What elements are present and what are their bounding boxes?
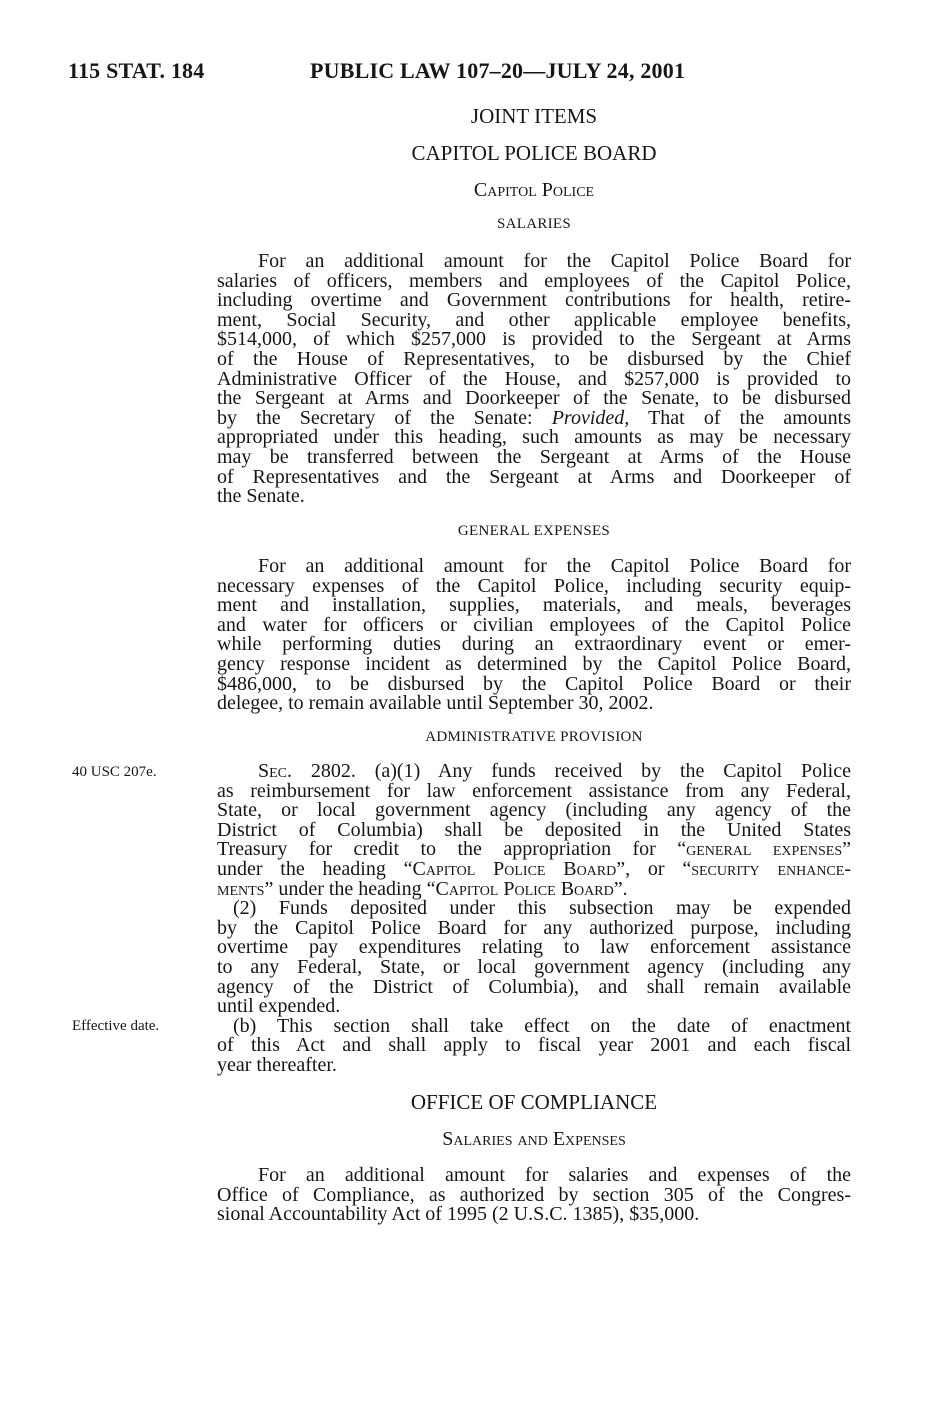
text-segment: (b) This section shall take effect on the date of enactment [233, 1014, 851, 1037]
text-line [217, 694, 851, 714]
text-segment: by the Capitol Police Board for any authorized purpose, including [217, 916, 851, 939]
small-caps-text: ments [217, 877, 265, 900]
heading-capitol-police: Capitol Police [473, 179, 595, 201]
text-line [217, 1053, 851, 1076]
text-segment: the Senate. [217, 485, 305, 508]
text-segment: For an additional amount for the Capitol Police Board for [258, 250, 851, 272]
text-segment: of the House of Representatives, to be disbursed by the Chief [217, 347, 851, 370]
text-segment: For an additional amount for the Capitol Police Board for [258, 555, 851, 577]
text-segment: necessary expenses of the Capitol Police, including security equip- [217, 574, 851, 597]
heading-joint-items: JOINT ITEMS [470, 104, 598, 128]
text-segment: Office of Compliance, as authorized by section 305 of the Congres- [217, 1183, 851, 1206]
heading-salaries: SALARIES [496, 216, 572, 232]
heading-general-expenses: GENERAL EXPENSES [457, 523, 611, 539]
text-line [217, 1205, 851, 1225]
text-segment: year thereafter. [217, 1053, 337, 1076]
text-segment: For an additional amount for salaries and expenses of the [258, 1164, 851, 1186]
heading-administrative-provision: ADMINISTRATIVE PROVISION [425, 729, 643, 745]
text-segment: That of the amounts [629, 406, 851, 429]
text-segment: may be transferred between the Sergeant at Arms of the House [217, 445, 851, 468]
text-segment: agency of the District of Columbia), and shall remain available [217, 975, 851, 998]
heading-capitol-police-board: CAPITOL POLICE BOARD [411, 141, 657, 165]
text-segment: (2) Funds deposited under this subsection may be expended [233, 897, 851, 920]
running-title: PUBLIC LAW 107–20—JULY 24, 2001 [310, 58, 686, 83]
text-segment: Treasury for credit to the appropriation for “ [217, 838, 687, 861]
text-segment: by the Secretary of the Senate: [217, 406, 552, 429]
text-segment: sional Accountability Act of 1995 (2 U.S.C. 1385), $35,000. [217, 1203, 700, 1226]
text-segment: ” under the heading “ [264, 877, 436, 900]
text-segment: and water for officers or civilian employees of the Capitol Police [217, 613, 851, 636]
salaries-paragraph [217, 252, 851, 507]
text-segment: ”. [613, 877, 628, 900]
text-segment: delegee, to remain available until September 30, 2002. [217, 692, 654, 715]
margin-note-effective-date: Effective date. [72, 1018, 160, 1034]
text-segment: until expended. [217, 995, 341, 1018]
text-segment: as reimbursement for law enforcement assistance from any Federal, [217, 779, 851, 802]
text-segment: while performing duties during an extraordinary event or emer- [217, 633, 851, 656]
text-segment: overtime pay expenditures relating to law enforcement assistance [217, 936, 851, 959]
text-segment: to any Federal, State, or local government agency (including any [217, 955, 851, 978]
text-segment: appropriated under this heading, such amounts as may be necessary [217, 426, 851, 449]
text-segment: under the heading “ [217, 857, 413, 880]
sec-2802-paragraph [217, 762, 851, 1076]
small-caps-text: security enhance- [691, 857, 851, 880]
margin-note-usc: 40 USC 207e. [72, 764, 157, 780]
heading-office-of-compliance: OFFICE OF COMPLIANCE [410, 1090, 658, 1114]
text-segment: Administrative Officer of the House, and $257,000 is provided to [217, 367, 851, 390]
text-segment: . 2802. (a)(1) Any funds received by the Capitol Police [287, 760, 851, 782]
general-expenses-paragraph [217, 557, 851, 714]
small-caps-text: Capitol Police Board [435, 877, 614, 900]
text-segment: gency response incident as determined by the Capitol Police Board, [217, 652, 851, 675]
text-segment: of Representatives and the Sergeant at Arms and Doorkeeper of [217, 465, 851, 488]
text-segment: the Sergeant at Arms and Doorkeeper of the Senate, to be disbursed [217, 387, 851, 410]
text-segment: including overtime and Government contributions for health, retire- [217, 289, 851, 312]
text-segment: ”, or “ [616, 857, 692, 880]
small-caps-text: Capitol Police Board [412, 857, 617, 880]
text-segment: ment and installation, supplies, materials, and meals, beverages [217, 594, 851, 617]
heading-salaries-and-expenses: Salaries and Expenses [442, 1128, 626, 1150]
text-segment: $514,000, of which $257,000 is provided to the Sergeant at Arms [217, 328, 851, 351]
compliance-paragraph [217, 1166, 851, 1225]
page-number: 115 STAT. 184 [68, 58, 205, 83]
text-segment: salaries of officers, members and employees of the Capitol Police, [217, 269, 851, 292]
small-caps-text: general expenses [686, 838, 843, 861]
text-segment: State, or local government agency (including any agency of the [217, 799, 851, 822]
text-segment: of this Act and shall apply to fiscal year 2001 and each fiscal [217, 1034, 851, 1057]
text-segment: ment, Social Security, and other applicable employee benefits, [217, 308, 851, 331]
text-line [217, 487, 851, 507]
italic-text: Provided, [551, 406, 630, 429]
text-segment: ” [842, 838, 851, 861]
text-segment: $486,000, to be disbursed by the Capitol Police Board or their [217, 672, 851, 695]
text-segment: District of Columbia) shall be deposited in the United States [217, 818, 851, 841]
text-line [217, 465, 851, 488]
small-caps-text: Sec [258, 760, 288, 782]
